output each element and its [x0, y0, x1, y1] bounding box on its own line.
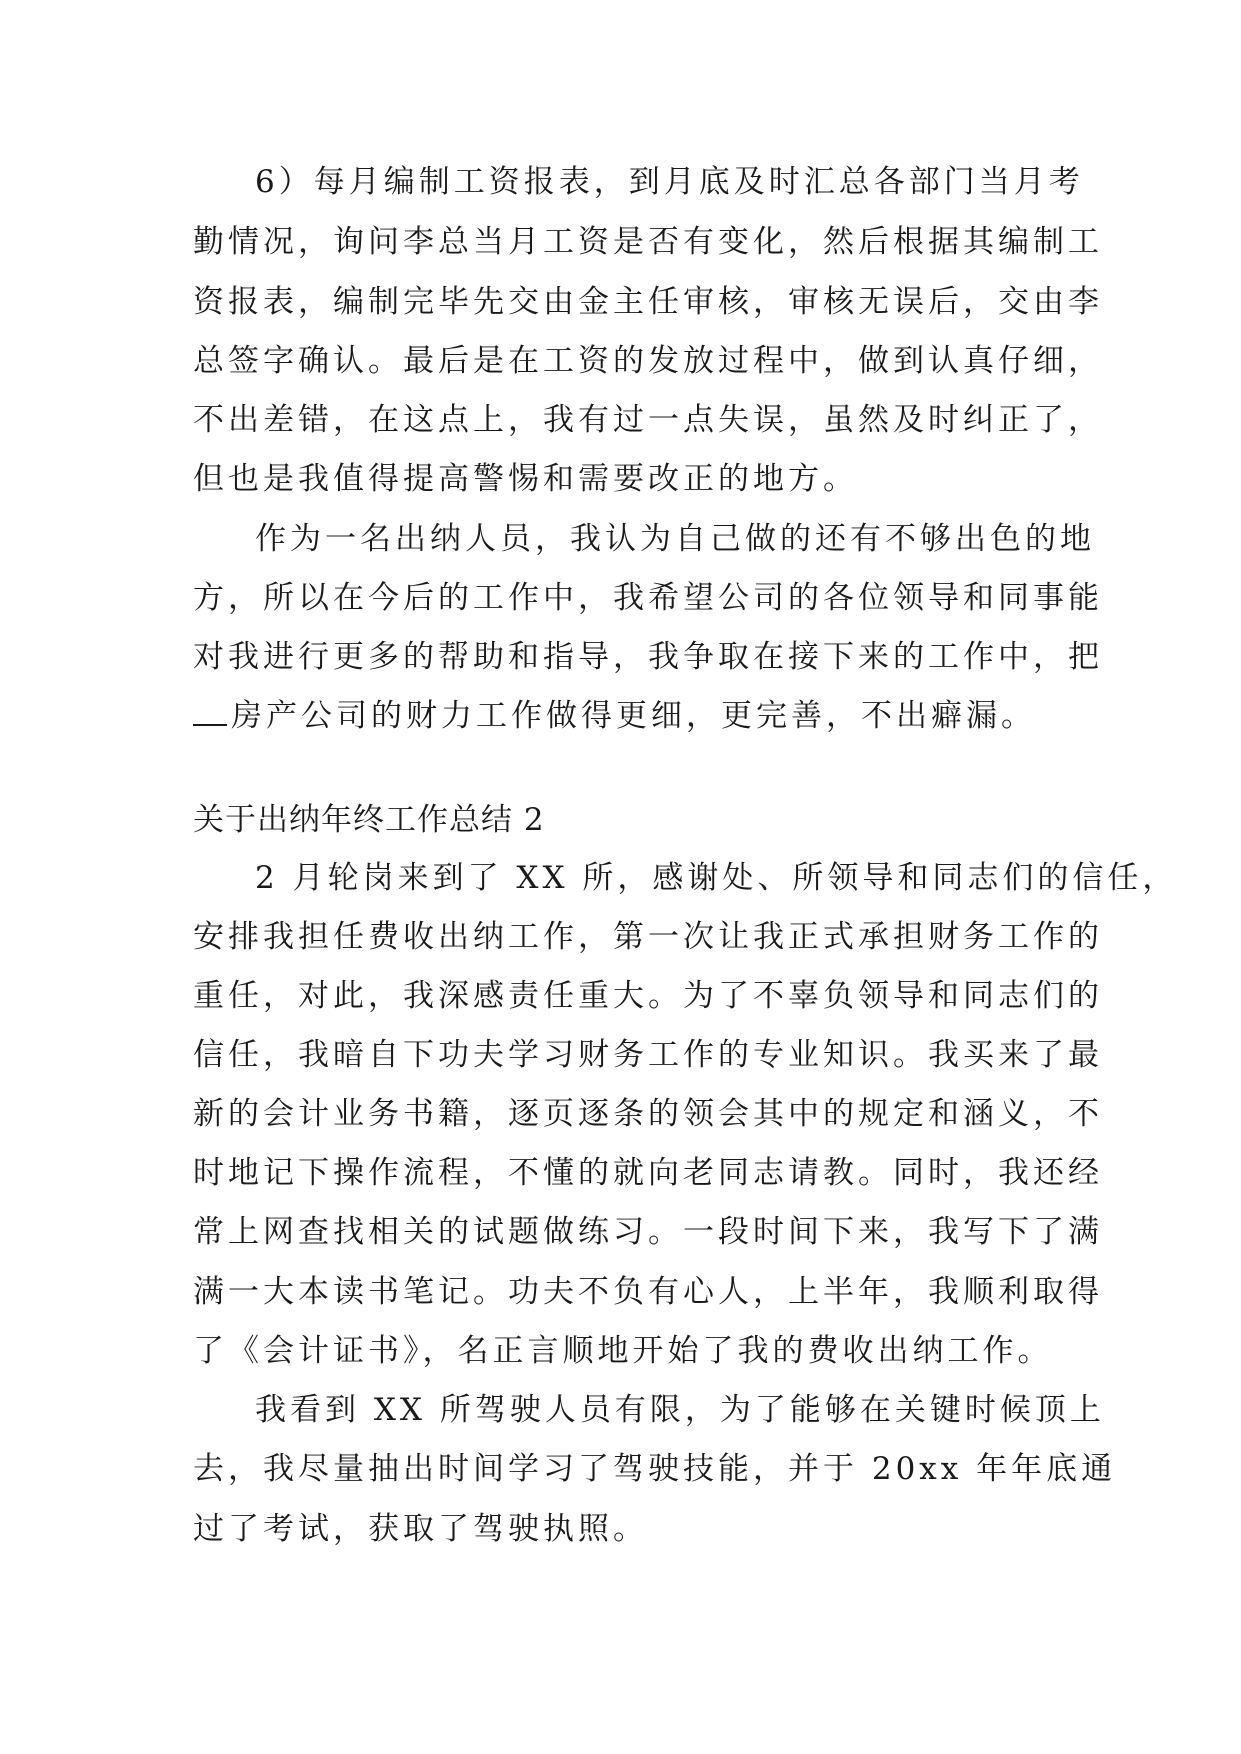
paragraph-line: 对我进行更多的帮助和指导，我争取在接下来的工作中，把: [193, 639, 1103, 675]
paragraph-line: 总签字确认。最后是在工资的发放过程中，做到认真仔细，: [193, 343, 1103, 379]
paragraph-line: 新的会计业务书籍，逐页逐条的领会其中的规定和涵义，不: [193, 1096, 1103, 1132]
paragraph-line: 勤情况，询问李总当月工资是否有变化，然后根据其编制工: [193, 224, 1103, 260]
paragraph-line: 安排我担任费收出纳工作，第一次让我正式承担财务工作的: [193, 919, 1103, 955]
paragraph-line: 常上网查找相关的试题做练习。一段时间下来，我写下了满: [193, 1214, 1103, 1250]
paragraph-line: 我看到 XX 所驾驶人员有限，为了能够在关键时候顶上: [255, 1392, 1105, 1428]
paragraph-line: 去，我尽量抽出时间学习了驾驶技能，并于 20xx 年年底通: [193, 1451, 1117, 1487]
paragraph-line: 了《会计证书》，名正言顺地开始了我的费收出纳工作。: [193, 1333, 1053, 1369]
paragraph-line: 信任，我暗自下功夫学习财务工作的专业知识。我买来了最: [193, 1037, 1103, 1073]
paragraph-line: 资报表，编制完毕先交由金主任审核，审核无误后，交由李: [193, 284, 1103, 320]
paragraph-line: 但也是我值得提高警惕和需要改正的地方。: [193, 461, 858, 497]
paragraph-line: [193, 696, 1036, 736]
paragraph-line-text: 房产公司的财力工作做得更细，更完善，不出癖漏。: [231, 698, 1036, 734]
paragraph-line: 不出差错，在这点上，我有过一点失误，虽然及时纠正了，: [193, 402, 1103, 438]
paragraph-line: 满一大本读书笔记。功夫不负有心人，上半年，我顺利取得: [193, 1274, 1103, 1310]
paragraph-line: 时地记下操作流程，不懂的就向老同志请教。同时，我还经: [193, 1155, 1103, 1191]
blank-underline: [193, 722, 227, 726]
paragraph-line: 作为一名出纳人员，我认为自己做的还有不够出色的地: [255, 521, 1095, 557]
paragraph-line: 6）每月编制工资报表，到月底及时汇总各部门当月考: [255, 164, 1084, 200]
paragraph-line: 重任，对此，我深感责任重大。为了不辜负领导和同志们的: [193, 978, 1103, 1014]
paragraph-line: 2 月轮岗来到了 XX 所，感谢处、所领导和同志们的信任，: [255, 860, 1178, 896]
paragraph-line: 过了考试，获取了驾驶执照。: [193, 1511, 648, 1547]
section-title: 关于出纳年终工作总结 2: [193, 802, 545, 838]
paragraph-line: 方，所以在今后的工作中，我希望公司的各位领导和同事能: [193, 580, 1103, 616]
